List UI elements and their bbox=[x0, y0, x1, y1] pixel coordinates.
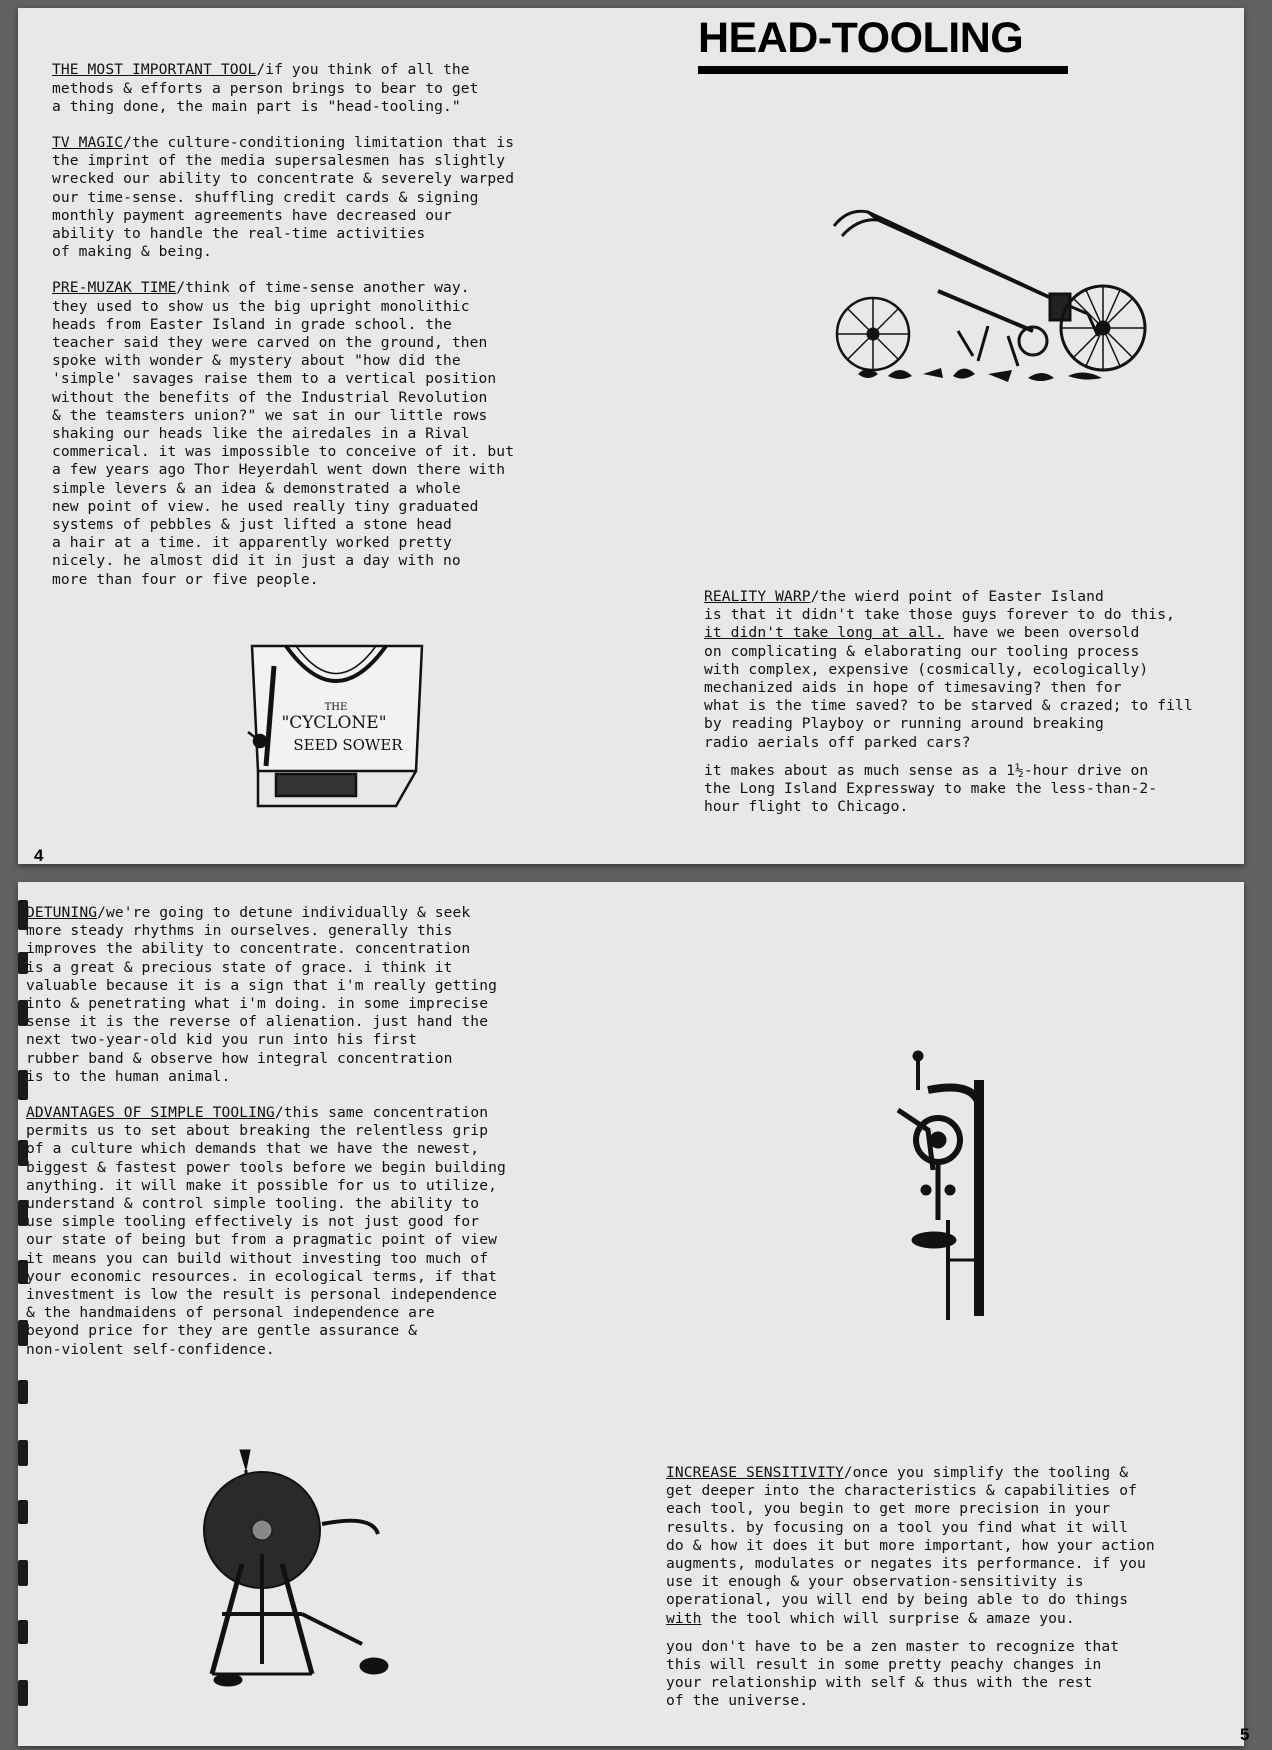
increase-sensitivity-text: INCREASE SENSITIVITY/once you simplify the tooling & get deeper into the characteristics & capabilities of each tool, you begin to get more precision in your results. by focusing on a tool you find what it will do & how it does it but more important, how your action augments, modulates or negates its performance. if you use it enough & your observation-sensitivity is operational, you will end by being able to do things with the tool which will surprise & amaze you. you don't have to be a zen master to recognize that this will result in some pretty peachy changes in your relationship with self & thus with the rest of the universe. bbox=[666, 1464, 1155, 1710]
section-heading: INCREASE SENSITIVITY bbox=[666, 1464, 844, 1481]
binding-ring bbox=[18, 1380, 28, 1404]
left-column-text bbox=[52, 25, 514, 625]
section-heading: ADVANTAGES OF SIMPLE TOOLING bbox=[26, 1104, 275, 1122]
section-heading: THE MOST IMPORTANT TOOL bbox=[52, 61, 257, 79]
binding-ring bbox=[18, 1560, 28, 1586]
post-drill-illustration bbox=[888, 1050, 998, 1320]
page-5 bbox=[18, 882, 1250, 1746]
grinding-wheel-illustration bbox=[202, 1444, 402, 1684]
section-pre-muzak-time: PRE-MUZAK TIME/think of time-sense another way. they used to show us the big upright monolithic heads from Easter Island in grade school. the teacher said they were carved on the ground, then spoke with wonder & mystery about "how did the 'simple' savages raise them to a vertical position without the benefits of the Industrial Revolution & the teamsters union?" we sat in our little rows shaking our heads like the airedales in a Rival commerical. it was impossible to conceive of it. but a few years ago Thor Heyerdahl went down there with simple levers & an idea & demonstrated a whole new point of view. he used really tiny graduated systems of pebbles & just lifted a stone head a hair at a time. it apparently worked pretty nicely. he almost did it in just a day with no more than four or five people. bbox=[52, 279, 515, 588]
binding-ring bbox=[18, 1440, 28, 1466]
title-underline-bar bbox=[698, 66, 1068, 74]
section-heading: TV MAGIC bbox=[52, 134, 124, 152]
section-most-important-tool: THE MOST IMPORTANT TOOL/if you think of all the methods & efforts a person brings to bear to get a thing done, the main part is "head-tooling." bbox=[52, 61, 479, 115]
binding-ring bbox=[18, 1680, 28, 1706]
section-advantages-of-simple-tooling: ADVANTAGES OF SIMPLE TOOLING/this same concentration permits us to set about breaking the relentless grip of a culture which demands that we have the newest, biggest & fastest power tools before we begin building anything. it will make it possible for us to utilize, understand & control simple tooling. the ability to use simple tooling effectively is not just good for our state of being but from a pragmatic point of view it means you can build without investing too much of your economic resources. in ecological terms, if that investment is low the result is personal independence & the handmaidens of personal independence are beyond price for they are gentle assurance & non-violent self-confidence. bbox=[26, 1104, 506, 1358]
seed-drill-illustration bbox=[828, 206, 1148, 406]
seed-sower-brand: "CYCLONE" bbox=[281, 713, 387, 733]
left-column-text bbox=[26, 904, 506, 1359]
page-number: 4 bbox=[34, 846, 44, 865]
page-4 bbox=[18, 8, 1244, 864]
section-tv-magic: TV MAGIC/the culture-conditioning limitation that is the imprint of the media supersalesmen has slightly wrecked our ability to concentrate & severely warped our time-sense. shuffling credit cards & signing monthly payment agreements have decreased our ability to handle the real-time activities of making & being. bbox=[52, 134, 515, 261]
section-heading: DETUNING bbox=[26, 904, 98, 921]
section-detuning: DETUNING/we're going to detune individually & seek more steady rhythms in ourselves. generally this improves the ability to concentrate. concentration is a great & precious state of grace. i think it valuable because it is a sign that i'm really getting into & penetrating what i'm doing. in some imprecise sense it is the reverse of alienation. just hand the next two-year-old kid you run into his first rubber band & observe how integral concentration is to the human animal. bbox=[26, 904, 497, 1085]
section-heading: PRE-MUZAK TIME bbox=[52, 279, 177, 297]
page-number: 5 bbox=[1240, 1725, 1250, 1744]
reality-warp-text: REALITY WARP/the wierd point of Easter Island is that it didn't take those guys forever to do this, it didn't take long at all. have we been oversold on complicating & elaborating our tooling process with complex, expensive (cosmically, ecologically) mechanized aids in hope of timesaving? then for what is the time saved? to be starved & crazed; to fill by reading Playboy or running around breaking radio aerials off parked cars? it makes about as much sense as a 1½-hour drive on the Long Island Expressway to make the less-than-2- hour flight to Chicago. bbox=[704, 588, 1193, 816]
page-title: HEAD-TOOLING bbox=[698, 14, 1024, 62]
seed-sower-the: THE bbox=[324, 702, 348, 713]
binding-ring bbox=[18, 1620, 28, 1644]
binding-ring bbox=[18, 1500, 28, 1524]
section-heading: REALITY WARP bbox=[704, 588, 811, 605]
seed-sower-product: SEED SOWER bbox=[293, 736, 403, 754]
seed-sower-illustration bbox=[246, 636, 426, 826]
